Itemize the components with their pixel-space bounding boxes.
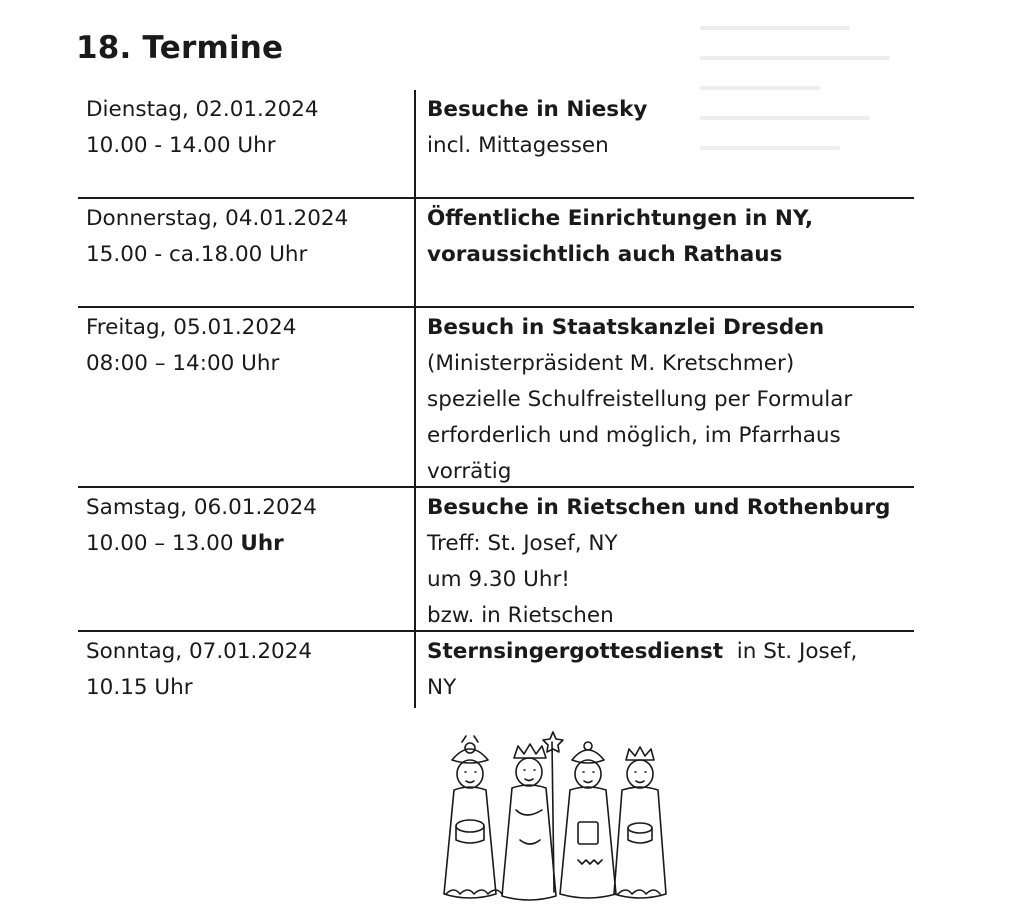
event-detail: erforderlich und möglich, im Pfarrhaus [427,423,841,448]
event-time: 15.00 - ca.18.00 Uhr [86,242,308,267]
date-cell [78,632,414,708]
table-row [78,90,914,197]
date-cell [78,488,414,630]
event-date: Donnerstag, 04.01.2024 [86,206,349,231]
event-detail: spezielle Schulfreistellung per Formular [427,387,853,412]
event-detail: vorrätig [427,459,512,484]
date-cell [78,199,414,306]
event-time: 10.00 - 14.00 Uhr [86,133,276,158]
event-title-continued: voraussichtlich auch Rathaus [427,242,783,267]
event-cell [414,632,914,708]
event-cell [414,90,914,197]
event-title: Besuch in Staatskanzlei Dresden [427,315,825,340]
table-row [78,630,914,708]
event-title: Besuche in Niesky [427,97,648,122]
event-cell [414,199,914,306]
event-time: 10.00 – 13.00 Uhr [86,531,284,556]
event-date: Samstag, 06.01.2024 [86,495,317,520]
event-cell [414,488,914,630]
date-cell [78,308,414,486]
table-row [78,197,914,306]
table-row [78,486,914,630]
date-cell [78,90,414,197]
event-date: Dienstag, 02.01.2024 [86,97,319,122]
schedule-table [78,90,914,708]
event-detail: Treff: St. Josef, NY [427,531,618,556]
event-time: 08:00 – 14:00 Uhr [86,351,280,376]
event-title-line: Sternsingergottesdienst in St. Josef, [427,639,858,664]
event-detail: incl. Mittagessen [427,133,609,158]
event-detail: NY [427,675,457,700]
table-row [78,306,914,486]
event-detail: bzw. in Rietschen [427,603,614,628]
event-title: Besuche in Rietschen und Rothenburg [427,495,891,520]
event-time: 10.15 Uhr [86,675,193,700]
event-title: Öffentliche Einrichtungen in NY, [427,206,814,231]
event-detail: um 9.30 Uhr! [427,567,570,592]
event-detail: (Ministerpräsident M. Kretschmer) [427,351,795,376]
event-date: Sonntag, 07.01.2024 [86,639,313,664]
event-cell [414,308,914,486]
event-date: Freitag, 05.01.2024 [86,315,297,340]
page-title: 18. Termine [76,30,284,66]
star-singers-icon [432,730,672,908]
